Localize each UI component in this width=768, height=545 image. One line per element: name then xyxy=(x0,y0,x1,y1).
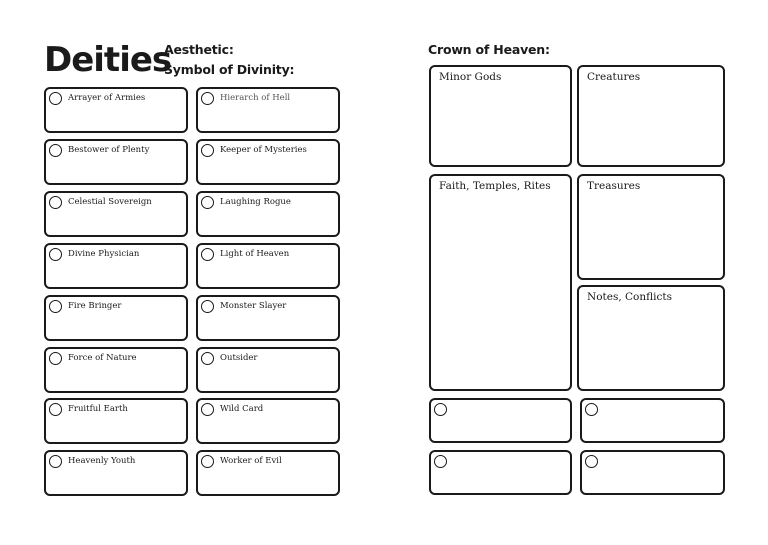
deity-box[interactable] xyxy=(44,398,188,444)
faith-temples-rites-panel[interactable] xyxy=(429,174,572,391)
deity-box[interactable] xyxy=(196,243,340,289)
checkbox-circle-icon[interactable] xyxy=(201,144,214,157)
checkbox-circle-icon[interactable] xyxy=(49,455,62,468)
treasures-label: Treasures xyxy=(587,180,641,192)
deity-box[interactable] xyxy=(44,87,188,133)
deity-label: Monster Slayer xyxy=(220,301,287,311)
deity-box[interactable] xyxy=(196,398,340,444)
deity-box[interactable] xyxy=(44,139,188,185)
deity-label: Laughing Rogue xyxy=(220,197,291,207)
deity-box[interactable] xyxy=(44,243,188,289)
blank-entry-box[interactable] xyxy=(580,450,725,495)
checkbox-circle-icon[interactable] xyxy=(49,352,62,365)
checkbox-circle-icon[interactable] xyxy=(201,92,214,105)
deity-label: Keeper of Mysteries xyxy=(220,145,307,155)
deity-label: Divine Physician xyxy=(68,249,140,259)
deity-box[interactable] xyxy=(44,191,188,237)
deity-label: Force of Nature xyxy=(68,353,137,363)
deity-label: Fruitful Earth xyxy=(68,404,128,414)
checkbox-circle-icon[interactable] xyxy=(585,455,598,468)
checkbox-circle-icon[interactable] xyxy=(434,455,447,468)
creatures-panel[interactable] xyxy=(577,65,725,167)
checkbox-circle-icon[interactable] xyxy=(201,455,214,468)
deity-label: Worker of Evil xyxy=(220,456,282,466)
deity-box[interactable] xyxy=(44,450,188,496)
deity-label: Celestial Sovereign xyxy=(68,197,152,207)
crown-of-heaven-title: Crown of Heaven: xyxy=(428,42,550,57)
checkbox-circle-icon[interactable] xyxy=(49,300,62,313)
deity-box[interactable] xyxy=(196,139,340,185)
deity-label: Hierarch of Hell xyxy=(220,93,291,103)
checkbox-circle-icon[interactable] xyxy=(49,248,62,261)
deity-label: Arrayer of Armies xyxy=(68,93,146,103)
deity-box[interactable] xyxy=(196,87,340,133)
minor-gods-label: Minor Gods xyxy=(439,71,502,83)
creatures-label: Creatures xyxy=(587,71,641,83)
checkbox-circle-icon[interactable] xyxy=(201,352,214,365)
blank-entry-box[interactable] xyxy=(429,450,572,495)
minor-gods-panel[interactable] xyxy=(429,65,572,167)
deity-label: Wild Card xyxy=(220,404,264,414)
checkbox-circle-icon[interactable] xyxy=(49,92,62,105)
deity-box[interactable] xyxy=(196,295,340,341)
deity-box[interactable] xyxy=(196,347,340,393)
deity-label: Light of Heaven xyxy=(220,249,290,259)
notes-conflicts-label: Notes, Conflicts xyxy=(587,291,672,303)
deity-box[interactable] xyxy=(44,295,188,341)
deity-box[interactable] xyxy=(196,191,340,237)
blank-entry-box[interactable] xyxy=(580,398,725,443)
deity-label: Heavenly Youth xyxy=(68,456,136,466)
checkbox-circle-icon[interactable] xyxy=(585,403,598,416)
checkbox-circle-icon[interactable] xyxy=(49,144,62,157)
checkbox-circle-icon[interactable] xyxy=(201,300,214,313)
checkbox-circle-icon[interactable] xyxy=(201,196,214,209)
page-title: Deities xyxy=(44,40,172,80)
deity-label: Outsider xyxy=(220,353,258,363)
checkbox-circle-icon[interactable] xyxy=(434,403,447,416)
treasures-panel[interactable] xyxy=(577,174,725,280)
blank-entry-box[interactable] xyxy=(429,398,572,443)
deity-label: Bestower of Plenty xyxy=(68,145,150,155)
symbol-of-divinity-label: Symbol of Divinity: xyxy=(164,62,295,77)
deity-box[interactable] xyxy=(44,347,188,393)
deity-box[interactable] xyxy=(196,450,340,496)
checkbox-circle-icon[interactable] xyxy=(49,403,62,416)
checkbox-circle-icon[interactable] xyxy=(49,196,62,209)
checkbox-circle-icon[interactable] xyxy=(201,403,214,416)
notes-conflicts-panel[interactable] xyxy=(577,285,725,391)
checkbox-circle-icon[interactable] xyxy=(201,248,214,261)
deity-label: Fire Bringer xyxy=(68,301,122,311)
faith-temples-rites-label: Faith, Temples, Rites xyxy=(439,180,551,192)
aesthetic-label: Aesthetic: xyxy=(164,42,234,57)
